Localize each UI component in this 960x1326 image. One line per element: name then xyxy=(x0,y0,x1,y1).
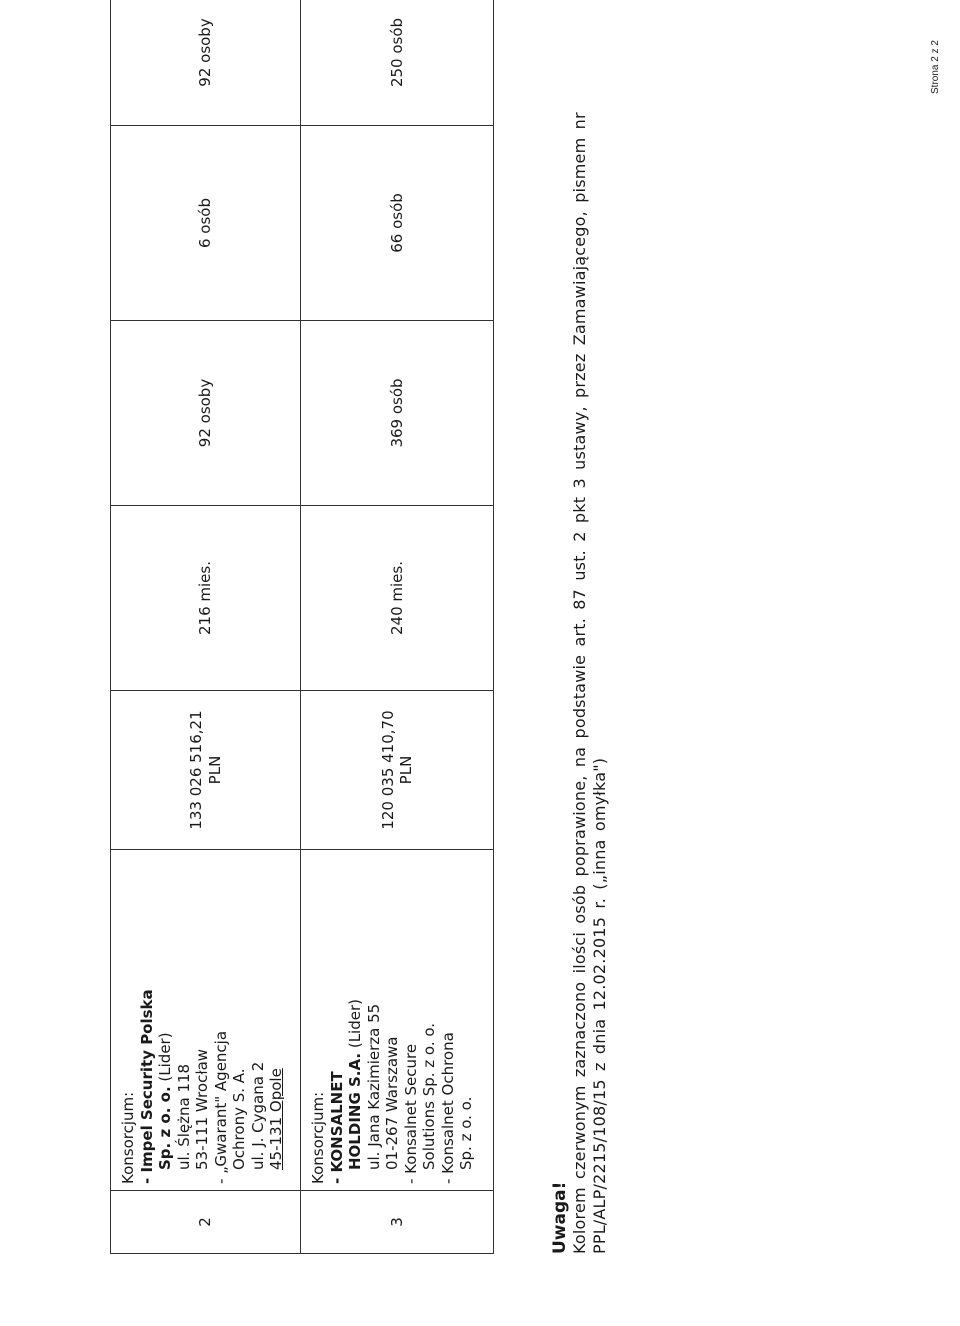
cell-col-c-value: 92 osoby xyxy=(196,18,215,87)
page-number: Strona 2 z 2 xyxy=(930,40,941,94)
firm-line-text: ul. J. Cygana 2 xyxy=(248,1061,267,1170)
firm-line-text: Konsorcjum: xyxy=(309,1091,327,1184)
cell-firm xyxy=(301,850,494,1191)
firm-line xyxy=(402,856,421,1184)
cell-firm xyxy=(111,850,301,1191)
firm-line-text: - KONSALNET xyxy=(327,1071,346,1184)
firm-line-text: Sp. z o. o. xyxy=(457,1096,475,1170)
firm-line-text: 45-131 Opole xyxy=(267,1068,285,1170)
firm-line xyxy=(119,856,138,1184)
price-price-line2: PLN xyxy=(205,755,224,785)
firm-line xyxy=(249,856,268,1184)
firm-line-text: - Konsalnet Ochrona xyxy=(438,1032,457,1184)
note-title: Uwaga! xyxy=(550,1181,570,1254)
firm-line-text: Sp. z o. o. xyxy=(156,1086,174,1170)
firm-line xyxy=(156,856,175,1184)
firm-line-text: Solutions Sp. z o. o. xyxy=(420,1022,438,1170)
firm-line-text: - „Gwarant" Agencja xyxy=(211,1030,230,1184)
firm-line-text: 01-267 Warszawa xyxy=(383,1036,401,1170)
note-section xyxy=(550,54,610,1254)
cell-col-a xyxy=(301,321,494,506)
firm-line xyxy=(193,856,212,1184)
cell-term-value: 240 mies. xyxy=(387,561,406,635)
cell-term-value: 216 mies. xyxy=(196,561,215,635)
firm-line-text: 53-111 Wrocław xyxy=(193,1048,211,1170)
cell-col-a xyxy=(111,321,301,506)
price-price-line1: 133 026 516,21 xyxy=(187,710,205,830)
price-price-line2: PLN xyxy=(397,755,415,785)
firm-line-suffix: (Lider) xyxy=(346,999,364,1053)
cell-col-c-value: 250 osób xyxy=(387,17,406,88)
firm-line-text: Konsorcjum: xyxy=(119,1091,137,1184)
firm-line-text: - Impel Security Polska xyxy=(137,989,156,1184)
note-line-1: Kolorem czerwonym zaznaczono ilości osób poprawione, na podstawie art. 87 ust. 2 pkt 3 ustawy, przez Zamawiającego, pismem nr xyxy=(570,112,589,1254)
firm-line-text: ul. Jana Kazimierza 55 xyxy=(364,1003,383,1170)
firm-line xyxy=(328,856,347,1184)
firm-line xyxy=(309,856,328,1184)
firm-line xyxy=(138,856,157,1184)
cell-col-b-value: 66 osób xyxy=(387,193,406,253)
firm-line xyxy=(420,856,439,1184)
firm-line xyxy=(439,856,458,1184)
cell-col-a-value: 92 osoby xyxy=(196,378,215,448)
table-row xyxy=(301,0,494,1254)
firm-line-text: HOLDING S.A. xyxy=(346,1052,364,1170)
cell-lp xyxy=(301,1191,494,1254)
firm-line-text: Ochrony S. A. xyxy=(230,1068,248,1170)
cell-term xyxy=(111,506,301,691)
firm-line-text: ul. Ślężna 118 xyxy=(174,1063,193,1170)
firm-line xyxy=(365,856,384,1184)
firm-line xyxy=(267,856,286,1184)
lp-value: 2 xyxy=(196,1217,215,1227)
firm-line xyxy=(175,856,194,1184)
cell-price xyxy=(301,691,494,850)
firm-line xyxy=(230,856,249,1184)
cell-col-b xyxy=(301,126,494,321)
offers-table xyxy=(110,0,494,1254)
firm-line-text: - Konsalnet Secure xyxy=(401,1043,420,1184)
cell-col-a-value: 369 osób xyxy=(387,378,406,448)
cell-lp xyxy=(111,1191,301,1254)
cell-col-c xyxy=(301,0,494,126)
note-line-2: PPL/ALP/2215/108/15 z dnia 12.02.2015 r. („inna omyłka") xyxy=(590,757,609,1254)
firm-line xyxy=(212,856,231,1184)
firm-line-suffix: (Lider) xyxy=(156,1032,174,1087)
cell-col-c xyxy=(111,0,301,126)
table-row xyxy=(111,0,301,1254)
price-price-line1: 120 035 410,70 xyxy=(378,710,397,830)
firm-line xyxy=(346,856,365,1184)
cell-price xyxy=(111,691,301,850)
cell-col-b xyxy=(111,126,301,321)
firm-line xyxy=(383,856,402,1184)
firm-line xyxy=(457,856,476,1184)
cell-term xyxy=(301,506,494,691)
cell-col-b-value: 6 osób xyxy=(196,198,215,249)
offers-table-body xyxy=(111,0,494,1254)
lp-value: 3 xyxy=(387,1217,406,1227)
